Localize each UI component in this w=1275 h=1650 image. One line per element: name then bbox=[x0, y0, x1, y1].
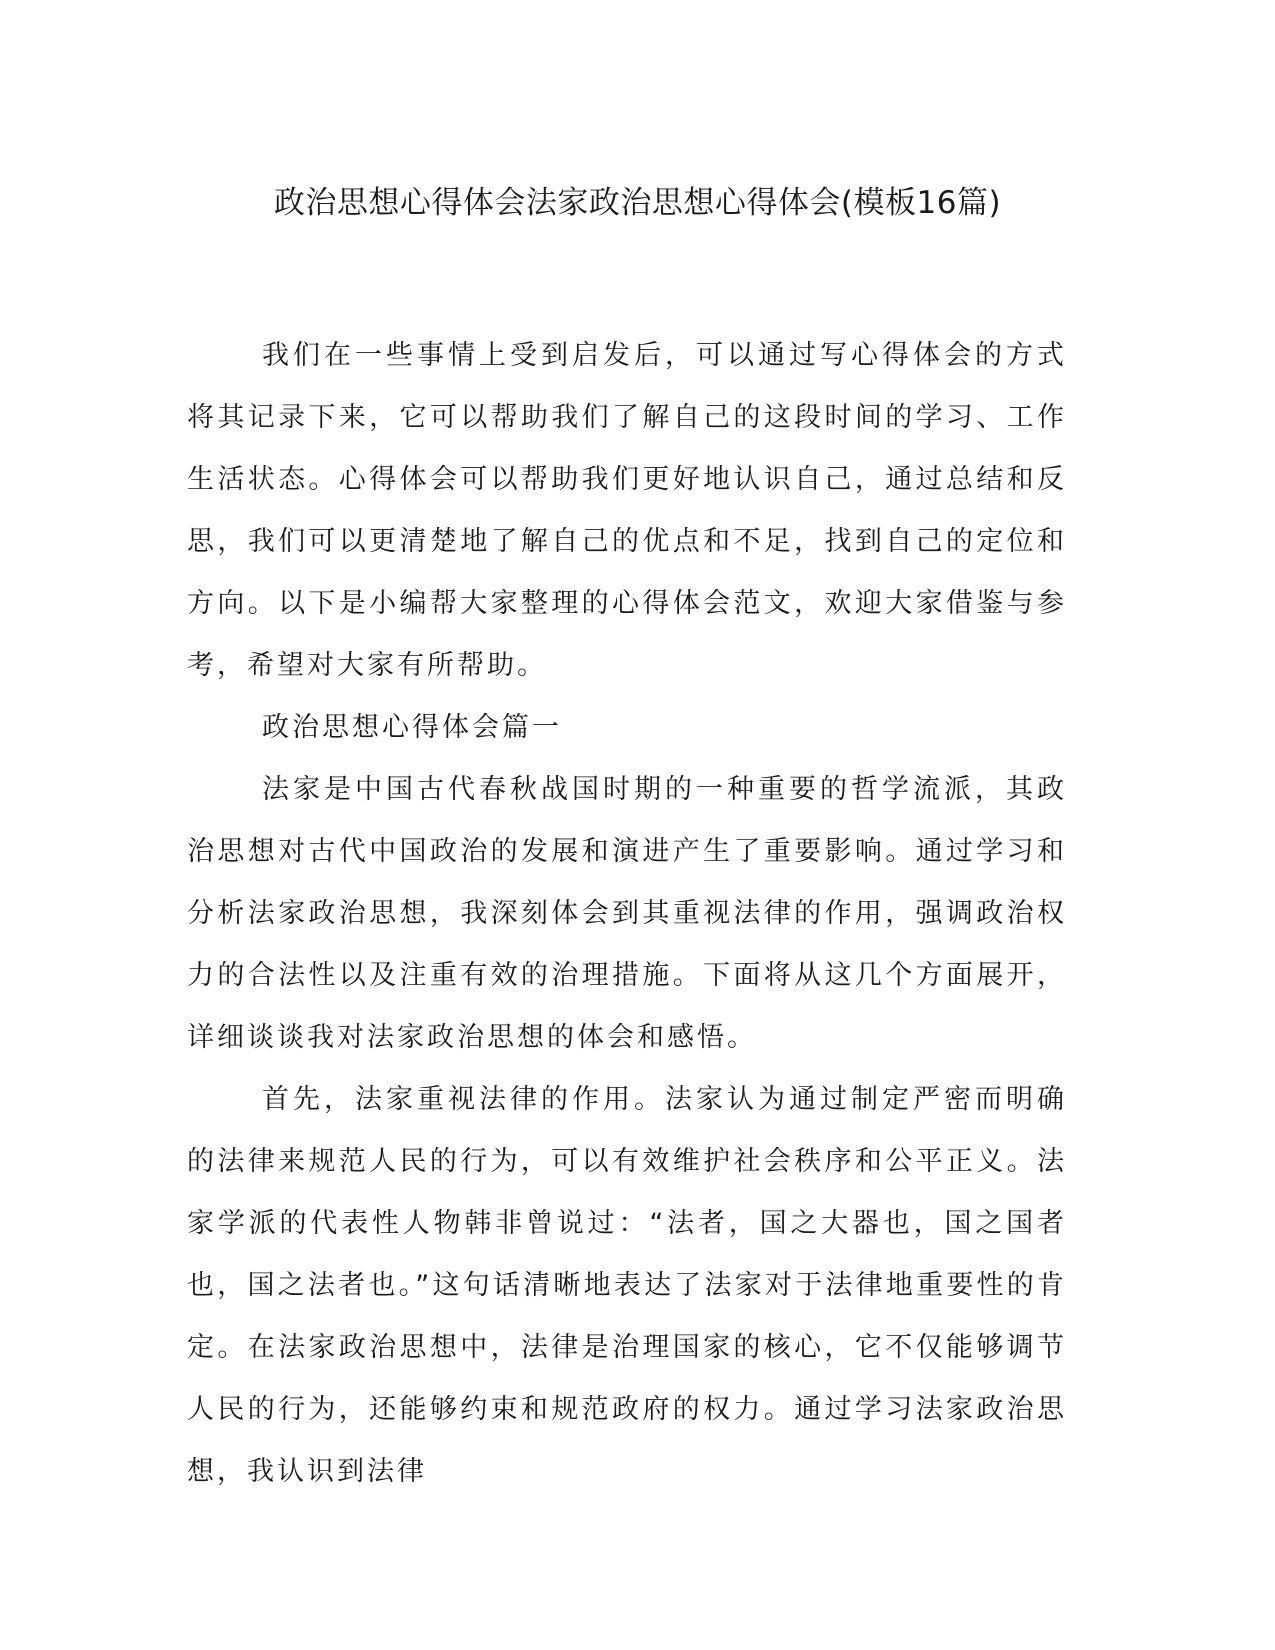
body-paragraph: 法家是中国古代春秋战国时期的一种重要的哲学流派，其政治思想对古代中国政治的发展和演进产生了重要影响。通过学习和分析法家政治思想，我深刻体会到其重视法律的作用，强调政治权力的合法性以及注重有效的治理措施。下面将从这几个方面展开，详细谈谈我对法家政治思想的体会和感悟。 bbox=[187, 774, 1067, 1053]
document-title: 政治思想心得体会法家政治思想心得体会(模板16篇) bbox=[273, 185, 1002, 221]
body-paragraph: 首先，法家重视法律的作用。法家认为通过制定严密而明确的法律来规范人民的行为，可以有效维护社会秩序和公平正义。法家学派的代表性人物韩非曾说过：“法者，国之大器也，国之国者也，国之法者也。”这句话清晰地表达了法家对于法律地重要性的肯定。在法家政治思想中，法律是治理国家的核心，它不仅能够调节人民的行为，还能够约束和规范政府的权力。通过学习法家政治思想，我认识到法律 bbox=[187, 1084, 1067, 1487]
intro-paragraph: 我们在一些事情上受到启发后，可以通过写心得体会的方式将其记录下来，它可以帮助我们了解自己的这段时间的学习、工作生活状态。心得体会可以帮助我们更好地认识自己，通过总结和反思，我们可以更清楚地了解自己的优点和不足，找到自己的定位和方向。以下是小编帮大家整理的心得体会范文，欢迎大家借鉴与参考，希望对大家有所帮助。 bbox=[187, 340, 1067, 681]
document-body bbox=[187, 325, 1067, 1503]
section-heading: 政治思想心得体会篇一 bbox=[262, 712, 562, 743]
